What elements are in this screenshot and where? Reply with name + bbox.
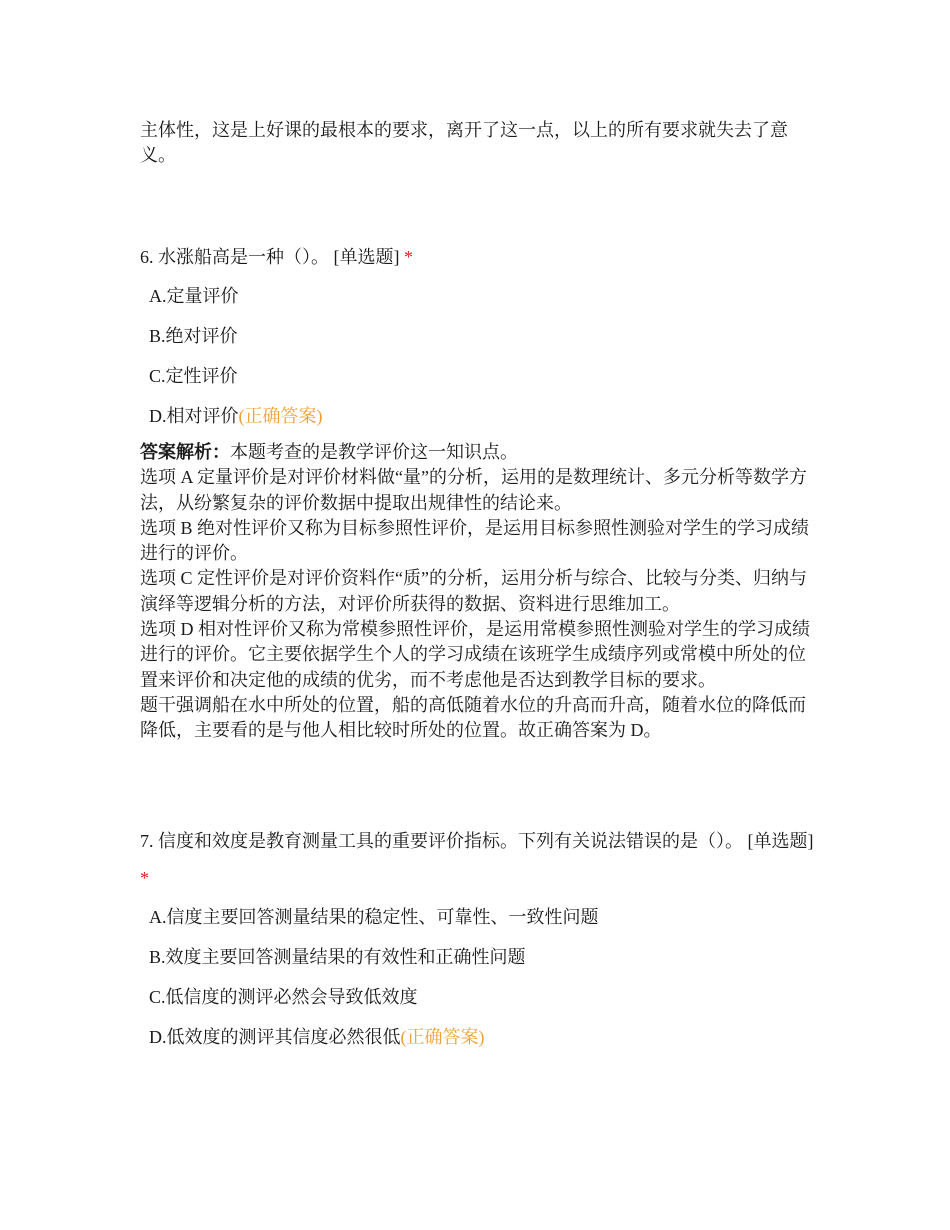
analysis-paragraph-b: 选项 B 绝对性评价又称为目标参照性评价，是运用目标参照性测验对学生的学习成绩进行的评价。	[140, 517, 810, 564]
option-c[interactable]	[140, 356, 815, 396]
analysis-conclusion: 题干强调船在水中所处的位置，船的高低随着水位的升高而升高，随着水位的降低而降低，主要看的是与他人相比较时所处的位置。故正确答案为 D。	[140, 694, 806, 741]
question-7	[140, 823, 815, 1057]
option-b[interactable]	[140, 316, 815, 356]
option-label: C.低信度的测评必然会导致低效度	[149, 987, 418, 1007]
analysis-heading-line	[140, 440, 815, 465]
option-list	[140, 897, 815, 1057]
question-title-text: 6. 水涨船高是一种（）。 [单选题]	[140, 247, 400, 267]
correct-answer-tag: (正确答案)	[238, 406, 323, 426]
answer-analysis	[140, 440, 815, 744]
correct-answer-tag: (正确答案)	[400, 1027, 485, 1047]
option-a[interactable]	[140, 897, 815, 937]
analysis-paragraph-c: 选项 C 定性评价是对评价资料作“质”的分析，运用分析与综合、比较与分类、归纳与演绎等逻辑分析的方法，对评价所获得的数据、资料进行思维加工。	[140, 568, 807, 614]
analysis-intro: 本题考查的是教学评价这一知识点。	[230, 442, 518, 462]
question-6	[140, 239, 815, 744]
analysis-paragraph-a: 选项 A 定量评价是对评价材料做“量”的分析，运用的是数理统计、多元分析等数学方法，从纷繁复杂的评价数据中提取出规律性的结论来。	[140, 467, 807, 513]
analysis-paragraph-d: 选项 D 相对性评价又称为常模参照性评价，是运用常模参照性测验对学生的学习成绩进行的评价。它主要依据学生个人的学习成绩在该班学生成绩序列或常模中所处的位置来评价和决定他的成绩的优劣，而不考虑他是否达到教学目标的要求。	[140, 619, 810, 690]
analysis-heading: 答案解析：	[140, 442, 230, 462]
option-a[interactable]	[140, 276, 815, 316]
option-label: A.定量评价	[149, 286, 239, 306]
option-list	[140, 276, 815, 436]
option-label: C.定性评价	[149, 366, 238, 386]
option-c[interactable]	[140, 977, 815, 1017]
required-mark: *	[140, 868, 149, 888]
question-title	[140, 239, 815, 276]
question-title	[140, 823, 815, 897]
option-b[interactable]	[140, 937, 815, 977]
option-label: D.低效度的测评其信度必然很低	[149, 1027, 401, 1047]
question-title-text: 7. 信度和效度是教育测量工具的重要评价指标。下列有关说法错误的是（）。 [单选题]	[140, 831, 814, 851]
option-label: A.信度主要回答测量结果的稳定性、可靠性、一致性问题	[149, 907, 599, 927]
option-label: B.绝对评价	[149, 326, 238, 346]
option-label: B.效度主要回答测量结果的有效性和正确性问题	[149, 947, 526, 967]
intro-paragraph: 主体性，这是上好课的最根本的要求，离开了这一点，以上的所有要求就失去了意义。	[140, 120, 788, 165]
option-d[interactable]	[140, 1017, 815, 1057]
option-label: D.相对评价	[149, 406, 239, 426]
required-mark: *	[404, 247, 413, 267]
option-d[interactable]	[140, 396, 815, 436]
